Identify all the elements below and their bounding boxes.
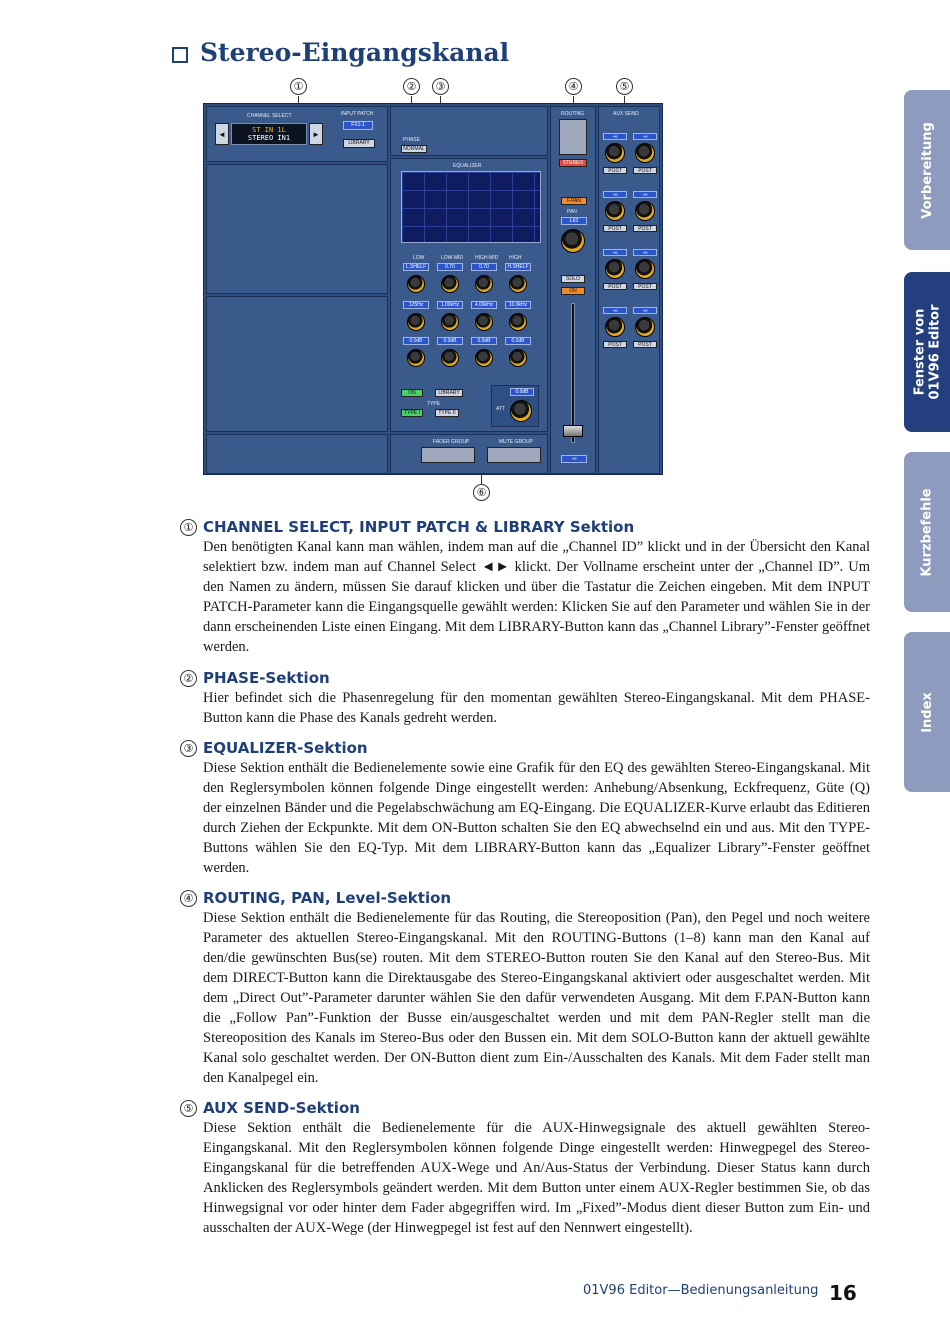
- section-phase: [180, 668, 870, 728]
- channel-library-button[interactable]: LIBRARY: [343, 139, 375, 148]
- channel-on-button[interactable]: ON: [561, 287, 585, 295]
- channel-name[interactable]: STEREO IN1: [247, 134, 291, 142]
- footer-text: 01V96 Editor—Bedienungsanleitung: [583, 1283, 819, 1298]
- eq-freq-knob[interactable]: [441, 313, 459, 331]
- eq-gain-value[interactable]: 0.0dB: [403, 337, 429, 345]
- phase-label: PHASE: [403, 137, 420, 143]
- channel-prev-button[interactable]: ◄: [215, 123, 229, 145]
- section-number: ①: [180, 519, 197, 536]
- channel-select-label: CHANNEL SELECT: [247, 113, 292, 119]
- eq-curve-graph[interactable]: [401, 171, 541, 243]
- eq-gain-value[interactable]: 0.0dB: [437, 337, 463, 345]
- section-number: ③: [180, 740, 197, 757]
- stereo-input-channel-screenshot: [203, 103, 663, 475]
- aux-send-panel: [598, 106, 660, 474]
- eq-type-label: TYPE: [427, 401, 441, 407]
- group-panel: [390, 434, 548, 474]
- section-title: PHASE-Sektion: [203, 669, 330, 687]
- eq-type2-button[interactable]: TYPE II: [435, 409, 459, 417]
- equalizer-panel: [390, 158, 548, 432]
- tab-kurzbefehle[interactable]: [904, 452, 950, 612]
- channel-id-display[interactable]: [231, 123, 307, 145]
- mute-group-buttons[interactable]: [487, 447, 541, 463]
- pan-value[interactable]: L63: [561, 217, 587, 225]
- tab-fenster-editor[interactable]: [904, 272, 950, 432]
- eq-highmid-q[interactable]: 0.70: [471, 263, 497, 271]
- section-title: ROUTING, PAN, Level-Sektion: [203, 889, 452, 907]
- aux-6-value[interactable]: -∞: [633, 249, 657, 256]
- eq-band-label: HIGH: [509, 255, 522, 261]
- tab-label: Fenster von 01V96 Editor: [912, 304, 942, 400]
- att-knob[interactable]: [510, 400, 532, 422]
- callout-2: ②: [403, 78, 420, 95]
- eq-gain-value[interactable]: 0.0dB: [471, 337, 497, 345]
- callout-1: ①: [290, 78, 307, 95]
- aux-6-knob[interactable]: [635, 259, 655, 279]
- section-body: Den benötigten Kanal kann man wählen, indem man auf die „Channel ID” klickt und in der Übersicht den Kanal selektiert bzw. indem man auf Channel Select ◄► klickt. Der Vollname erscheint unter der „Channel ID”. Um den Namen zu ändern, müssen Sie darauf klicken und über die Tastatur die Zeichen eingeben. Mit dem INPUT PATCH-Parameter kann die Eingangsquelle gewählt werden: Klicken Sie auf den Parameter und wählen Sie in der dann erscheinenden Liste einen Eingang. Mit dem LIBRARY-Button kann das „Channel Library”-Fenster geöffnet werden.: [203, 539, 870, 655]
- callout-3: ③: [432, 78, 449, 95]
- eq-low-type[interactable]: L.SHELF: [403, 263, 429, 271]
- routing-buttons[interactable]: [559, 119, 587, 155]
- fader-value[interactable]: -∞: [561, 455, 587, 463]
- aux-4-value[interactable]: -∞: [633, 191, 657, 198]
- eq-freq-value[interactable]: 125Hz: [403, 301, 429, 309]
- eq-freq-knob[interactable]: [407, 313, 425, 331]
- aux-7-knob[interactable]: [605, 317, 625, 337]
- equalizer-label: EQUALIZER: [453, 163, 482, 169]
- phase-button[interactable]: NORMAL: [401, 145, 427, 153]
- aux-8-post-button[interactable]: POST: [633, 341, 657, 348]
- eq-gain-knob[interactable]: [407, 349, 425, 367]
- att-panel: [491, 385, 539, 427]
- page-title: Stereo-Eingangskanal: [200, 38, 510, 67]
- pan-label: PAN: [567, 209, 577, 215]
- aux-2-knob[interactable]: [635, 143, 655, 163]
- input-patch-label: INPUT PATCH: [341, 111, 374, 117]
- tab-vorbereitung[interactable]: [904, 90, 950, 250]
- att-label: ATT: [496, 406, 506, 412]
- aux-2-value[interactable]: -∞: [633, 133, 657, 140]
- section-number: ④: [180, 890, 197, 907]
- section-title: AUX SEND-Sektion: [203, 1099, 360, 1117]
- aux-4-post-button[interactable]: POST: [633, 225, 657, 232]
- section-body: Hier befindet sich die Phasenregelung für den momentan gewählten Stereo-Eingangskanal. Mit dem PHASE-Button kann die Phase des Kanals gedreht werden.: [203, 690, 870, 726]
- aux-send-label: AUX SEND: [613, 111, 639, 117]
- empty-panel: [206, 296, 388, 432]
- mute-group-label: MUTE GROUP: [499, 439, 533, 445]
- input-patch-value[interactable]: FX1-1: [343, 121, 373, 130]
- aux-8-knob[interactable]: [635, 317, 655, 337]
- eq-freq-knob[interactable]: [509, 313, 527, 331]
- aux-8-value[interactable]: -∞: [633, 307, 657, 314]
- tab-index[interactable]: [904, 632, 950, 792]
- eq-freq-value[interactable]: 10.0kHz: [505, 301, 531, 309]
- eq-band-label: LOW: [413, 255, 425, 261]
- phase-panel: [390, 106, 548, 156]
- callout-4: ④: [565, 78, 582, 95]
- eq-band-label: HIGH-MID: [475, 255, 499, 261]
- section-routing: [180, 888, 870, 1088]
- page-heading: [172, 38, 509, 67]
- eq-freq-value[interactable]: 4.00kHz: [471, 301, 497, 309]
- section-body: Diese Sektion enthält die Bedienelemente für das Routing, die Stereoposition (Pan), den Pegel und noch weitere Parameter des aktuellen Stereo-Eingangskanal. Mit den ROUTING-Buttons (1–8) kann man den Kanal auf den/die gewünschten Bus(se) routen. Mit dem STEREO-Button routen Sie den Kanal auf den Stereo-Bus. Mit dem DIRECT-Button kann die Direktausgabe des Stereo-Eingangskanal aktiviert oder ausgeschaltet werden. Mit dem „Direct Out”-Parameter darunter wählen Sie den dafür verwendeten Ausgang. Mit dem F.PAN-Button kann die „Follow Pan”-Funktion der Busse ein/ausgeschaltet werden und mit dem PAN-Regler stellt man die Stereoposition des Kanals im Stereo-Bus oder den Bussen ein. Mit dem SOLO-Button kann der aktuell gewählte Kanal solo geschaltet werden. Der ON-Button dient zum Ein-/Ausschalten des Kanals. Mit dem Fader stellt man den Kanalpegel ein.: [203, 910, 870, 1086]
- fader-group-label: FADER GROUP: [433, 439, 470, 445]
- eq-library-button[interactable]: LIBRARY: [435, 389, 463, 397]
- fader-handle[interactable]: [563, 425, 583, 437]
- section-title: EQUALIZER-Sektion: [203, 739, 368, 757]
- channel-select-panel: [206, 106, 388, 162]
- section-body: Diese Sektion enthält die Bedienelemente für die AUX-Hinwegsignale des aktuell gewählten Stereo-Eingangskanal. Mit den Reglersymbolen können folgende Dinge eingestellt werden: Hinwegpegel des Stereo-Eingangskanal für die betreffenden AUX-Wege und An/Aus-Status der Verbindung. Dieser Status kann durch Anklicken des Reglersymbols geändert werden. Mit dem Button unter einem AUX-Regler bestimmen Sie, ob das Hinwegsignal vor oder hinter dem Fader abgegriffen wird. Im „Fixed”-Modus dient dieser Button zum Ein- und ausschalten der AUX-Wege (der Hinwegpegel ist fest auf den Nennwert eingestellt).: [203, 1120, 870, 1236]
- eq-band-label: LOW-MID: [441, 255, 464, 261]
- tab-label: Index: [919, 691, 935, 733]
- page-number: 16: [829, 1281, 857, 1305]
- pan-knob[interactable]: [561, 229, 585, 253]
- eq-on-button[interactable]: ON: [401, 389, 423, 397]
- callout-6: ⑥: [473, 484, 490, 501]
- aux-7-value[interactable]: -∞: [603, 307, 627, 314]
- checkbox-square-icon: [172, 47, 188, 63]
- eq-lowmid-q[interactable]: 0.70: [437, 263, 463, 271]
- section-equalizer: [180, 738, 870, 878]
- aux-4-knob[interactable]: [635, 201, 655, 221]
- fpan-button[interactable]: F.PAN: [561, 197, 587, 205]
- att-value[interactable]: 0.0dB: [510, 388, 534, 396]
- eq-gain-knob[interactable]: [475, 349, 493, 367]
- section-channel-select: [180, 517, 870, 657]
- eq-gain-knob[interactable]: [509, 349, 527, 367]
- tab-label: Vorbereitung: [919, 121, 935, 219]
- empty-panel: [206, 164, 388, 294]
- empty-panel: [206, 434, 388, 474]
- aux-5-knob[interactable]: [605, 259, 625, 279]
- stereo-button[interactable]: STEREO: [559, 159, 587, 167]
- aux-6-post-button[interactable]: POST: [633, 283, 657, 290]
- aux-2-post-button[interactable]: POST: [633, 167, 657, 174]
- aux-7-post-button[interactable]: POST: [603, 341, 627, 348]
- section-title: CHANNEL SELECT, INPUT PATCH & LIBRARY Sektion: [203, 518, 635, 536]
- aux-1-post-button[interactable]: POST: [603, 167, 627, 174]
- eq-freq-value[interactable]: 1.00kHz: [437, 301, 463, 309]
- eq-gain-knob[interactable]: [441, 349, 459, 367]
- aux-5-value[interactable]: -∞: [603, 249, 627, 256]
- channel-next-button[interactable]: ►: [309, 123, 323, 145]
- eq-q-knob[interactable]: [475, 275, 493, 293]
- eq-q-knob[interactable]: [509, 275, 527, 293]
- section-body: Diese Sektion enthält die Bedienelemente sowie eine Grafik für den EQ des gewählten Stereo-Eingangskanal. Mit den Reglersymbolen können folgende Dinge eingestellt werden: Anhebung/Absenkung, Eckfrequenz, Güte (Q) der einzelnen Bänder und die Pegelabschwächung am EQ-Eingang. Die EQUALIZER-Kurve erlaubt das Editieren durch Ziehen der Eckpunkte. Mit dem ON-Button schalten Sie den EQ abwechselnd ein und aus. Mit den TYPE-Buttons wählen Sie den EQ-Typ. Mit dem LIBRARY-Button kann das „Equalizer Library”-Fenster geöffnet werden.: [203, 760, 870, 876]
- aux-3-value[interactable]: -∞: [603, 191, 627, 198]
- routing-label: ROUTING: [561, 111, 585, 117]
- eq-freq-knob[interactable]: [475, 313, 493, 331]
- eq-q-knob[interactable]: [407, 275, 425, 293]
- aux-5-post-button[interactable]: POST: [603, 283, 627, 290]
- aux-3-knob[interactable]: [605, 201, 625, 221]
- eq-type1-button[interactable]: TYPE I: [401, 409, 423, 417]
- aux-1-value[interactable]: -∞: [603, 133, 627, 140]
- eq-gain-value[interactable]: 0.0dB: [505, 337, 531, 345]
- tab-label: Kurzbefehle: [919, 487, 935, 577]
- callout-5: ⑤: [616, 78, 633, 95]
- solo-button[interactable]: SOLO: [561, 275, 585, 283]
- section-aux-send: [180, 1098, 870, 1238]
- routing-pan-level-panel: [550, 106, 596, 474]
- aux-1-knob[interactable]: [605, 143, 625, 163]
- section-number: ⑤: [180, 1100, 197, 1117]
- eq-q-knob[interactable]: [441, 275, 459, 293]
- aux-3-post-button[interactable]: POST: [603, 225, 627, 232]
- channel-id[interactable]: ST IN 1L: [252, 126, 286, 134]
- fader-track: [571, 303, 575, 443]
- section-number: ②: [180, 670, 197, 687]
- fader-group-buttons[interactable]: [421, 447, 475, 463]
- eq-high-type[interactable]: H.SHELF: [505, 263, 531, 271]
